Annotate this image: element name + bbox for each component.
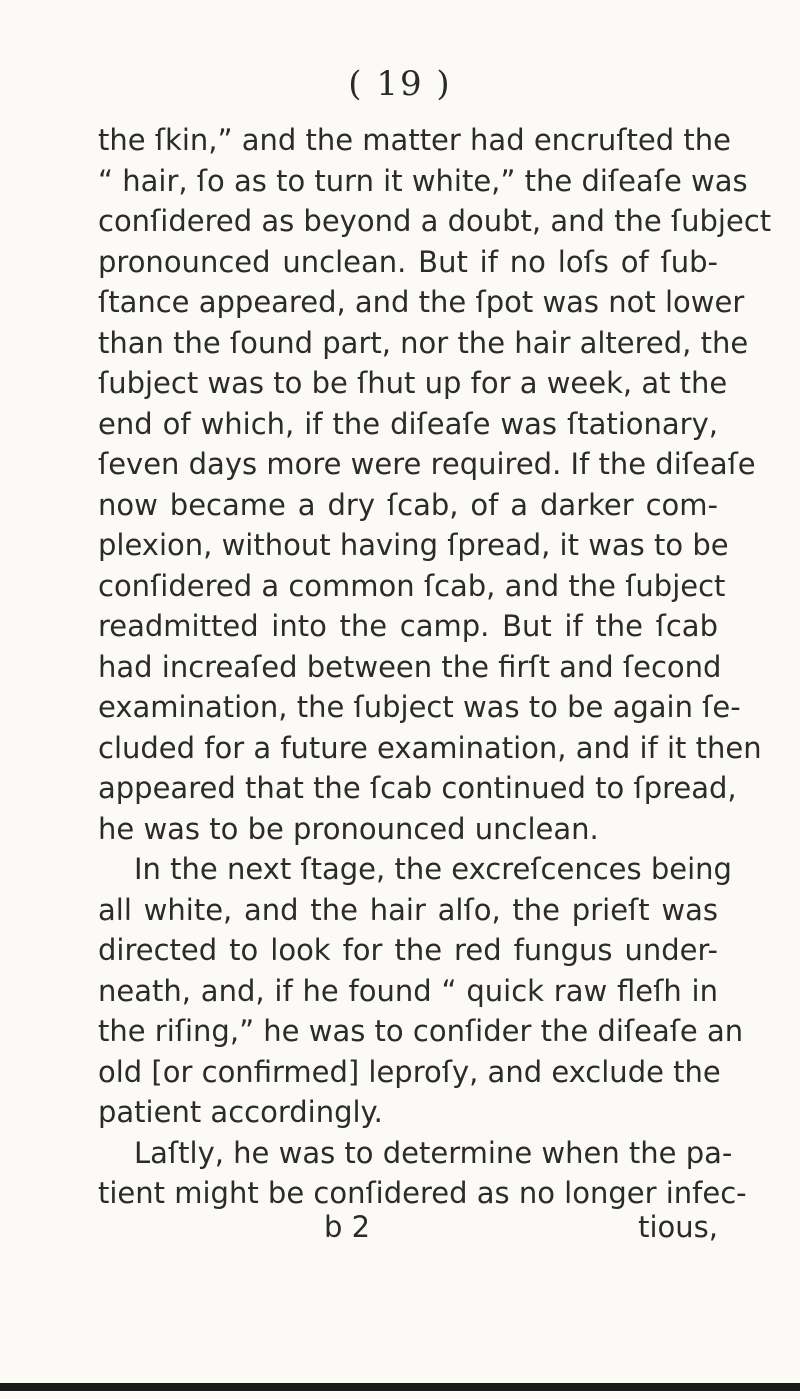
- text-line: conſidered as beyond a doubt, and the ſubject: [98, 204, 772, 238]
- text-line: the ſkin,” and the matter had encruſted the: [98, 123, 731, 157]
- text-line: all white, and the hair alſo, the prieſt was: [98, 892, 718, 927]
- text-line: “ hair, ſo as to turn it white,” the diſeaſe was: [98, 163, 748, 198]
- page-number-header: ( 19 ): [348, 64, 452, 104]
- text-line: ſubject was to be ſhut up for a week, at the: [98, 366, 728, 400]
- text-line: ſeven days more were required. If the diſeaſe: [98, 447, 756, 481]
- text-line: had increaſed between the firſt and ſecond: [98, 649, 722, 684]
- text-line: appeared that the ſcab continued to ſpread,: [98, 771, 737, 805]
- text-line: Laſtly, he was to determine when the pa-: [134, 1135, 733, 1170]
- text-line: now became a dry ſcab, of a darker com-: [98, 487, 718, 522]
- text-line: neath, and, if he found “ quick raw fleſh in: [98, 973, 718, 1008]
- text-line: tient might be conſidered as no longer infec-: [98, 1176, 747, 1210]
- text-line: than the ſound part, nor the hair altered, the: [98, 325, 749, 360]
- text-line: old [or confirmed] leproſy, and exclude the: [98, 1054, 721, 1089]
- text-line: ſtance appeared, and the ſpot was not lower: [98, 285, 745, 319]
- text-line: In the next ſtage, the excreſcences being: [134, 852, 732, 886]
- text-line: plexion, without having ſpread, it was to be: [98, 528, 729, 562]
- text-line: examination, the ſubject was to be again ſe-: [98, 690, 741, 724]
- text-line: pronounced unclean. But if no loſs of ſub-: [98, 244, 718, 279]
- bottom-edge-rule: [0, 1383, 800, 1391]
- catchword: tious,: [638, 1210, 718, 1244]
- signature-mark: b 2: [324, 1210, 371, 1244]
- body-text: [98, 120, 772, 1214]
- text-line: conſidered a common ſcab, and the ſubject: [98, 568, 726, 603]
- page-footer: [98, 1210, 718, 1252]
- text-line: patient accordingly.: [98, 1095, 383, 1129]
- text-line: he was to be pronounced unclean.: [98, 811, 599, 846]
- text-line: readmitted into the camp. But if the ſcab: [98, 609, 718, 643]
- text-line: end of which, if the diſeaſe was ſtationary,: [98, 406, 718, 441]
- text-line: cluded for a future examination, and if it then: [98, 730, 762, 765]
- text-line: directed to look for the red fungus under-: [98, 933, 718, 967]
- text-line: the riſing,” he was to conſider the diſeaſe an: [98, 1014, 744, 1048]
